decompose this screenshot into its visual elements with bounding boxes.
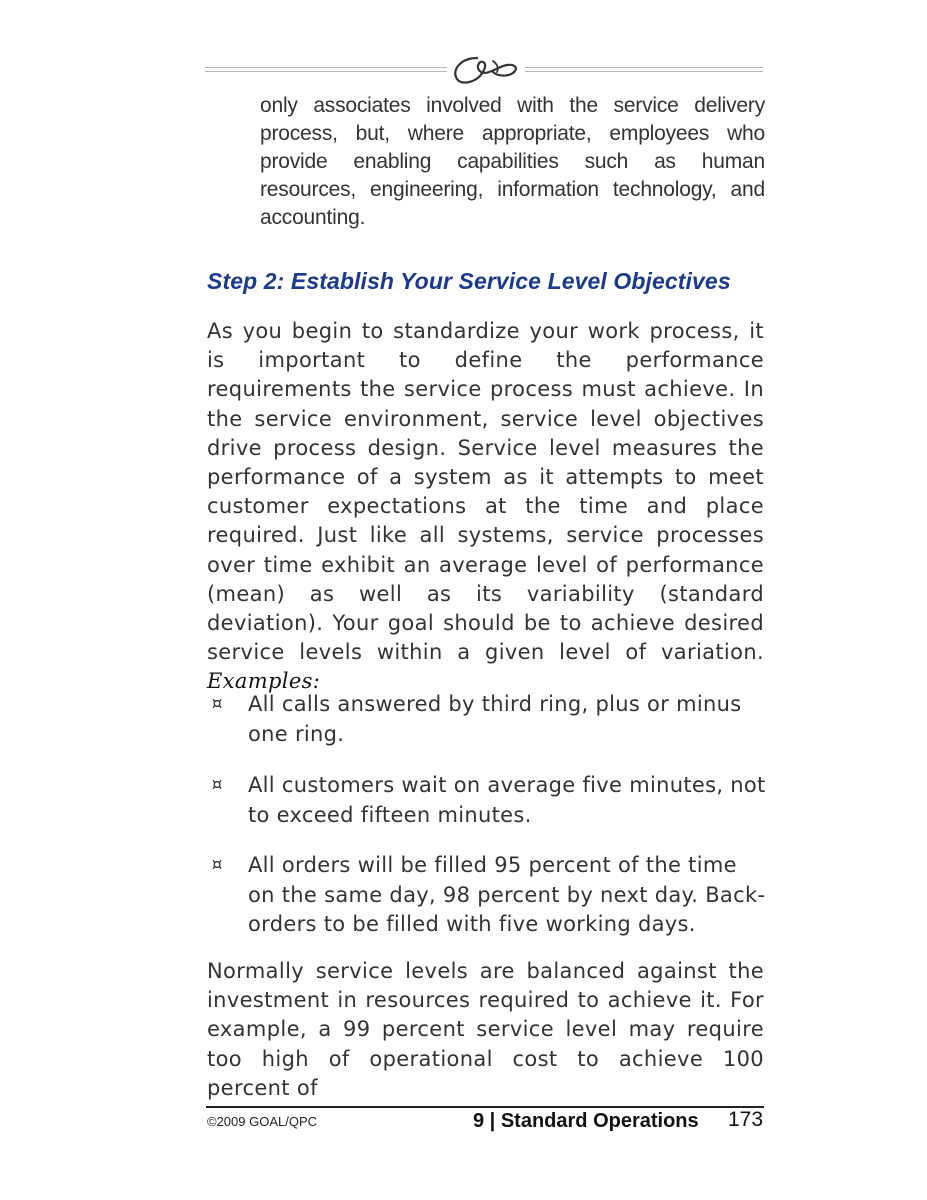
- bullet-icon: ¤: [211, 775, 223, 795]
- list-item-text: All orders will be filled 95 percent of the time on the same day, 98 percent by next day. Backorders to be filled with five working days.: [248, 853, 765, 937]
- page-number: 173: [728, 1108, 764, 1131]
- list-item-text: All customers wait on average five minutes, not to exceed fifteen minutes.: [248, 773, 766, 827]
- body-paragraph-1: [207, 317, 764, 697]
- continued-paragraph: only associates involved with the service delivery process, but, where appropriate, employees who provide enabling capabilities such as human resources, engineering, information technology, and accounting.: [260, 94, 765, 229]
- flourish-ornament-icon: [447, 52, 525, 88]
- bullet-icon: ¤: [211, 855, 223, 875]
- footer-chapter-title: 9 | Standard Operations: [473, 1110, 699, 1132]
- examples-label: Examples:: [207, 669, 321, 694]
- body-paragraph-2: Normally service levels are balanced against the investment in resources required to achieve it. For example, a 99 percent service level may require too high of operational cost to achieve 100 percent of: [207, 959, 764, 1100]
- body-paragraph-1-text: As you begin to standardize your work process, it is important to define the performance requirements the service process must achieve. In the service environment, service level objectives drive process design. Service level measures the performance of a system as it attempts to meet customer expectations at the time and place required. Just like all systems, service processes over time exhibit an average level of performance (mean) as well as its variability (standard deviation). Your goal should be to achieve desired service levels within a given level of variation.: [207, 319, 764, 665]
- bullet-icon: ¤: [211, 694, 223, 714]
- footer-rule: [206, 1106, 764, 1108]
- footer-copyright: ©2009 GOAL/QPC: [207, 1114, 318, 1129]
- section-heading: Step 2: Establish Your Service Level Objectives: [207, 268, 731, 294]
- list-item-text: All calls answered by third ring, plus or minus one ring.: [248, 692, 742, 746]
